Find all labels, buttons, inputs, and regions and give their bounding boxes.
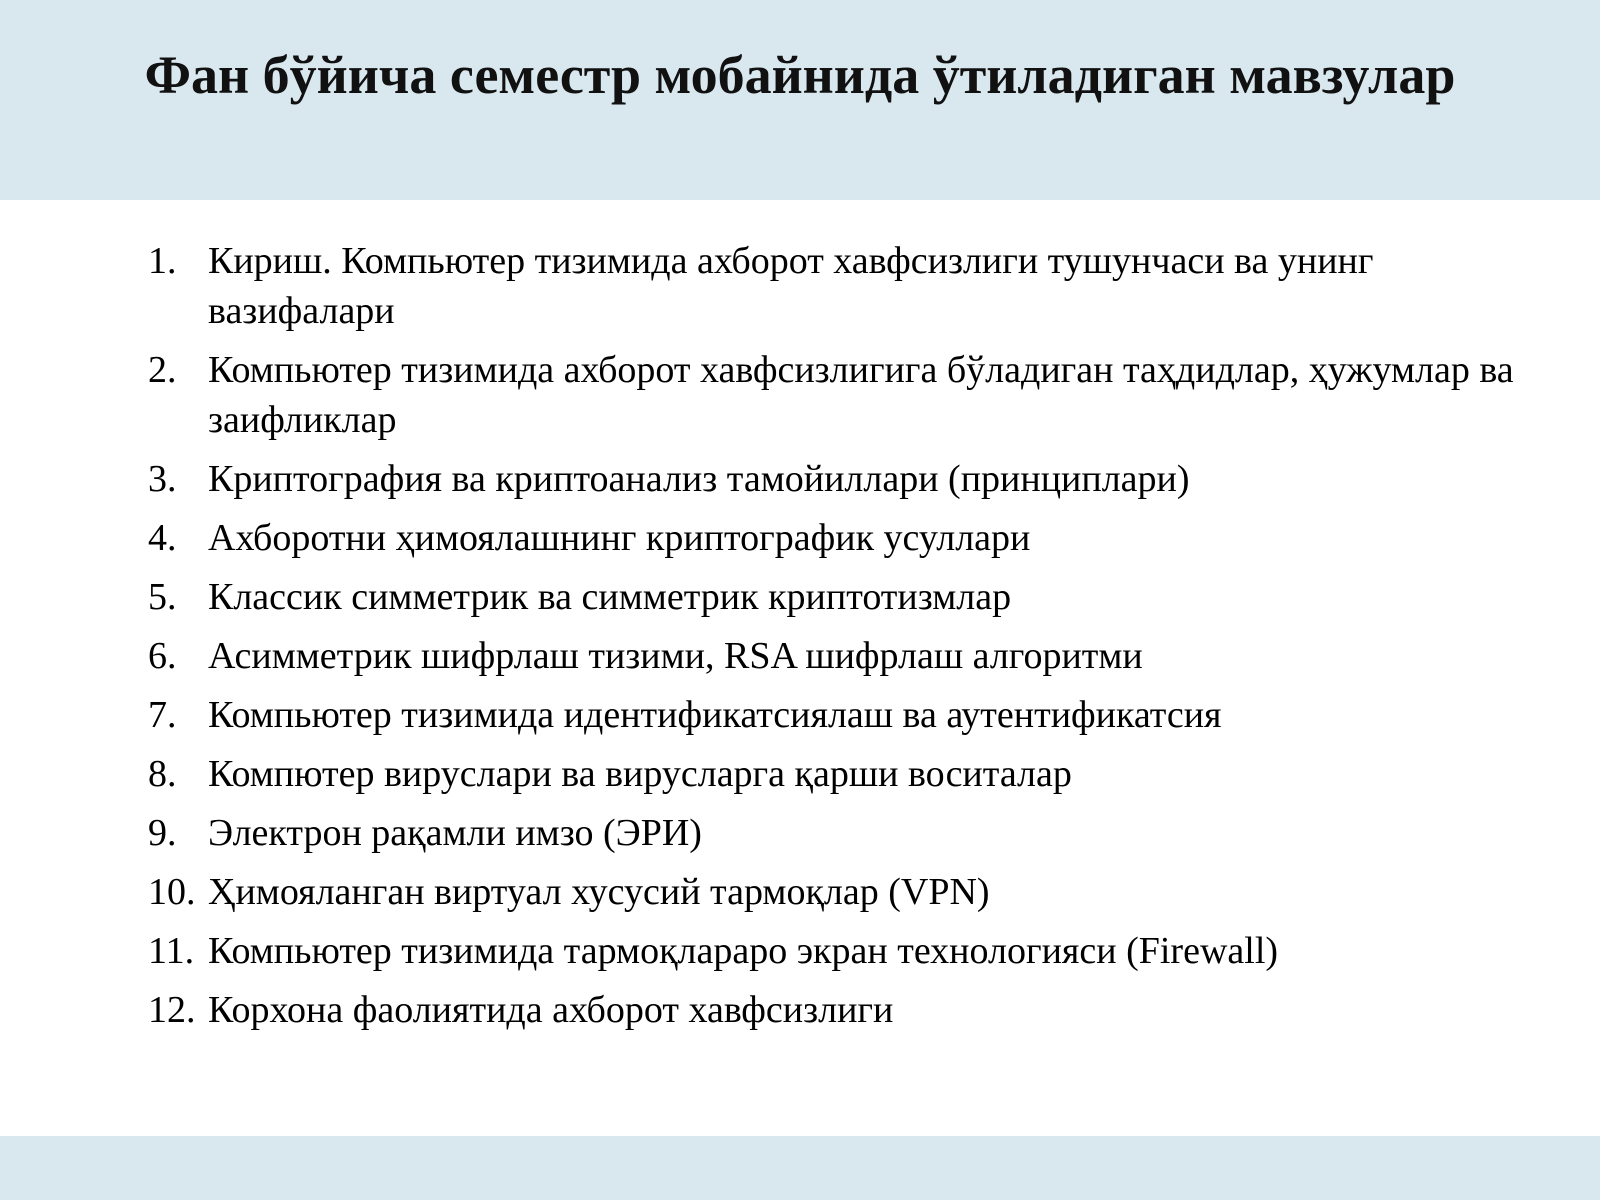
topic-list (148, 236, 1518, 1044)
list-item-number: 12. (148, 989, 196, 1031)
list-item (148, 572, 1518, 622)
list-item-number: 1. (148, 240, 177, 282)
list-item (148, 985, 1518, 1035)
list-item-number: 6. (148, 635, 177, 677)
list-item (148, 690, 1518, 740)
list-item (148, 345, 1518, 445)
list-item-text: Электрон рақамли имзо (ЭРИ) (208, 812, 702, 854)
list-item-text: Компютер вируслари ва вирусларга қарши воситалар (208, 753, 1072, 795)
list-item-text: Компьютер тизимида идентификатсиялаш ва аутентификатсия (208, 694, 1222, 736)
list-item-number: 10. (148, 871, 196, 913)
list-item (148, 867, 1518, 917)
list-item-number: 4. (148, 517, 177, 559)
list-item (148, 631, 1518, 681)
list-item (148, 808, 1518, 858)
list-item-number: 7. (148, 694, 177, 736)
list-item (148, 513, 1518, 563)
slide-title: Фан бўйича семестр мобайнида ўтиладиган мавзулар (144, 45, 1456, 105)
list-item-text: Криптография ва криптоанализ тамойиллари (принциплари) (208, 458, 1190, 500)
footer-band (0, 1136, 1600, 1200)
list-item-number: 9. (148, 812, 177, 854)
list-item-number: 5. (148, 576, 177, 618)
list-item-text: Ахборотни ҳимоялашнинг криптографик усуллари (208, 517, 1031, 559)
list-item-number: 8. (148, 753, 177, 795)
list-item-number: 3. (148, 458, 177, 500)
list-item-text: Асимметрик шифрлаш тизими, RSA шифрлаш алгоритми (208, 635, 1143, 677)
list-item-text: Корхона фаолиятида ахборот хавфсизлиги (208, 989, 894, 1031)
list-item (148, 236, 1518, 336)
list-item-text: Компьютер тизимида тармоқлараро экран технологияси (Firewall) (208, 930, 1279, 972)
list-item-text: Классик симметрик ва симметрик криптотизмлар (208, 576, 1012, 618)
list-item (148, 749, 1518, 799)
list-item-text: Ҳимояланган виртуал хусусий тармоқлар (VPN) (208, 871, 990, 913)
list-item-text: Компьютер тизимида ахборот хавфсизлигига бўладиган таҳдидлар, ҳужумлар ва заифликлар (208, 349, 1514, 441)
list-item-text: Кириш. Компьютер тизимида ахборот хавфсизлиги тушунчаси ва унинг вазифалари (208, 240, 1374, 332)
list-item (148, 926, 1518, 976)
list-item (148, 454, 1518, 504)
list-item-number: 2. (148, 349, 177, 391)
list-item-number: 11. (148, 930, 195, 972)
